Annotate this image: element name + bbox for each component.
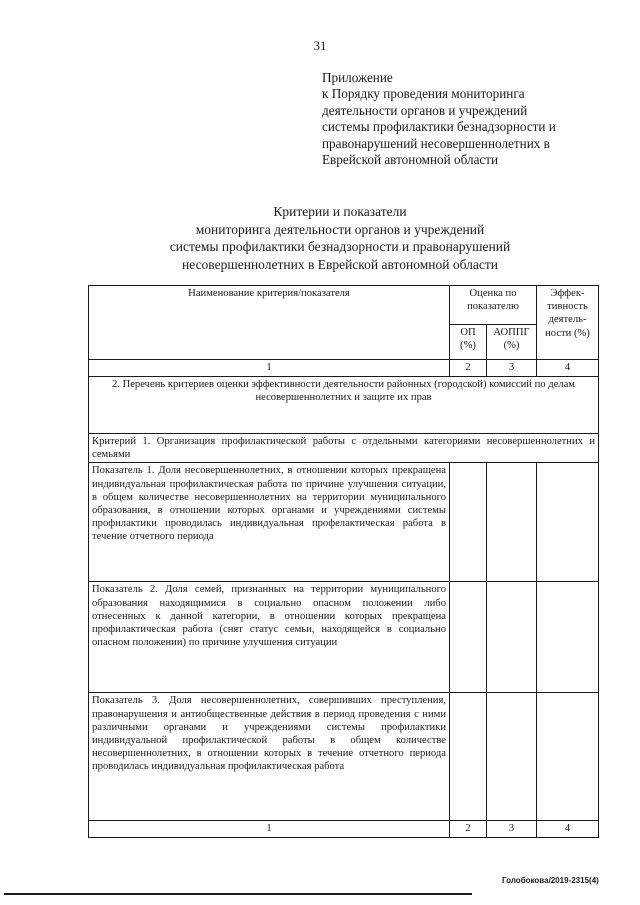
effectiveness-value-cell [537,463,599,582]
column-number-cell: 4 [537,360,599,377]
header-effectiveness-cell: Эффек-тивность деятель-ности (%) [537,286,599,360]
table-row [89,582,599,693]
table-row [89,463,599,582]
indicator-text: Показатель 2. Доля семей, признанных на территории муниципального образования находящимися в социально опасном положении либо отнесенных к данной категории, в отношении которых прекращена профилактическая работа (снят статус семьи, находящейся в социально опасном положении) по причине улучшения ситуации [89,582,450,693]
column-number-cell: 3 [487,821,537,838]
page-number: 31 [313,38,327,53]
appendix-line: правонарушений несовершеннолетних в [322,135,550,151]
op-value-cell [450,693,487,821]
column-numbers-row [89,360,599,377]
aoppg-value-cell [487,463,537,582]
title-line: системы профилактики безнадзорности и правонарушений [169,239,511,254]
appendix-line: Приложение [322,70,393,85]
title-line: Критерии и показатели [273,204,407,219]
table-row [89,693,599,821]
document-title [0,203,640,273]
column-number-cell: 1 [89,360,450,377]
criteria-table [88,285,599,838]
title-line: мониторинга деятельности органов и учреждений [195,221,485,237]
header-aoppg-cell: АОППГ (%) [487,325,537,360]
column-number-cell: 2 [450,821,487,838]
appendix-line: деятельности органов и учреждений [322,102,528,118]
column-number-cell: 1 [89,821,450,838]
appendix-line: к Порядку проведения мониторинга [322,86,525,102]
aoppg-value-cell [487,693,537,821]
column-number-cell: 2 [450,360,487,377]
column-number-cell: 4 [537,821,599,838]
document-code: Голобокова/2019-2315(4) [502,876,599,885]
table-header-row [89,286,599,325]
section-row [89,377,599,434]
appendix-line: системы профилактики безнадзорности и [322,119,556,135]
indicator-text: Показатель 3. Доля несовершеннолетних, совершивших преступления, правонарушения и антиобщественные действия в период проведения с ними различными органами и учреждениями системы профилактики индивидуальной профилактической работы в общем количестве несовершеннолетних, в отношении которых в течение отчетного периода проводилась индивидуальная профилактическая работа [89,693,450,821]
criterion-row [89,434,599,463]
effectiveness-value-cell [537,582,599,693]
criterion-text: Критерий 1. Организация профилактической работы с отдельными категориями несовершеннолетних и семьями [89,434,599,463]
header-name-cell: Наименование критерия/показателя [89,286,450,360]
indicator-text: Показатель 1. Доля несовершеннолетних, в отношении которых прекращена индивидуальная профилактическая работа по причине улучшения ситуации, в общем количестве несовершеннолетних на территории муниципального образования, в отношении которых органами и учреждениями системы профилактики проводилась индивидуальная профелактическая работа в течение отчетного периода [89,463,450,582]
op-value-cell [450,463,487,582]
column-number-cell: 3 [487,360,537,377]
header-op-cell: ОП (%) [450,325,487,360]
title-line: несовершеннолетних в Еврейской автономной области [182,256,498,272]
bottom-rule [4,893,472,895]
column-numbers-row [89,821,599,838]
section-heading: 2. Перечень критериев оценки эффективности деятельности районных (городской) комиссий по делам несовершеннолетних и защите их прав [89,377,599,434]
appendix-note [322,70,612,168]
effectiveness-value-cell [537,693,599,821]
aoppg-value-cell [487,582,537,693]
appendix-line: Еврейской автономной области [322,152,499,168]
op-value-cell [450,582,487,693]
header-rating-cell: Оценка по показателю [450,286,537,325]
